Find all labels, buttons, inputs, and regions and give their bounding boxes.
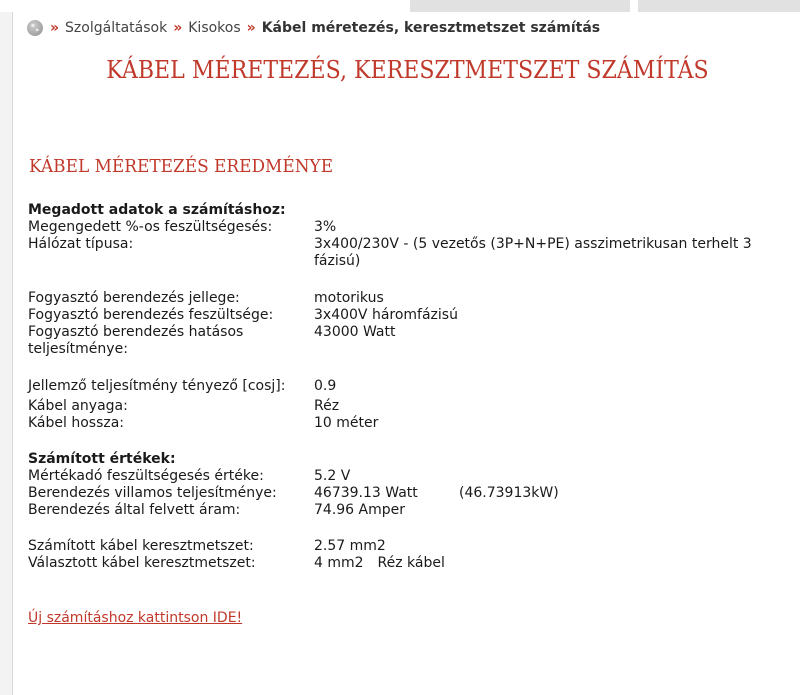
top-tab-strip xyxy=(410,0,630,12)
row-label: Választott kábel keresztmetszet: xyxy=(28,555,256,571)
row-value: 10 méter xyxy=(314,415,379,431)
result-row xyxy=(28,415,788,432)
row-label: Hálózat típusa: xyxy=(28,236,134,252)
new-calculation-link[interactable]: Új számításhoz kattintson IDE! xyxy=(28,610,243,626)
power-kw: (46.73913kW) xyxy=(459,485,559,501)
row-label: Jellemző teljesítmény tényező [cosj]: xyxy=(28,378,286,394)
row-label: Mértékadó feszültségesés értéke: xyxy=(28,468,264,484)
result-row xyxy=(28,290,788,307)
top-tab-strip xyxy=(638,0,800,12)
result-title: KÁBEL MÉRETEZÉS EREDMÉNYE xyxy=(29,156,334,177)
result-row xyxy=(28,324,788,358)
row-value: 2.57 mm2 xyxy=(314,538,386,554)
result-row xyxy=(28,307,788,324)
cable-type-note: Réz kábel xyxy=(377,555,445,571)
content-panel xyxy=(12,12,800,695)
row-value: 3% xyxy=(314,219,337,235)
row-label: Megengedett %-os feszültségesés: xyxy=(28,219,273,235)
row-value: 43000 Watt xyxy=(314,324,396,340)
result-row xyxy=(28,378,788,395)
globe-icon xyxy=(27,20,43,36)
row-label: Fogyasztó berendezés feszültsége: xyxy=(28,307,274,323)
power-watt: 46739.13 Watt xyxy=(314,485,418,501)
result-row xyxy=(28,502,788,519)
input-heading: Megadott adatok a számításhoz: xyxy=(28,202,286,218)
result-row xyxy=(28,236,788,270)
row-label: Kábel hossza: xyxy=(28,415,125,431)
row-label: Berendezés villamos teljesítménye: xyxy=(28,485,277,501)
row-value: Réz xyxy=(314,398,340,414)
breadcrumb-separator: » xyxy=(246,20,256,36)
breadcrumb-current: Kábel méretezés, keresztmetszet számítás xyxy=(261,20,601,36)
top-bar xyxy=(0,0,800,12)
row-value xyxy=(314,485,788,502)
chosen-cross-section: 4 mm2 xyxy=(314,555,364,571)
row-value: 5.2 V xyxy=(314,468,351,484)
result-row xyxy=(28,485,788,502)
result-row xyxy=(28,468,788,485)
breadcrumb-item-szolgaltatasok[interactable]: Szolgáltatások xyxy=(65,20,168,36)
row-value: motorikus xyxy=(314,290,384,306)
result-row xyxy=(28,219,788,236)
row-value xyxy=(314,555,788,572)
result-row xyxy=(28,538,788,555)
result-content xyxy=(28,202,788,572)
breadcrumb-separator: » xyxy=(173,20,183,36)
row-value: 74.96 Amper xyxy=(314,502,405,518)
row-value: 3x400/230V - (5 vezetős (3P+N+PE) asszimetrikusan terhelt 3 fázisú) xyxy=(314,236,752,269)
breadcrumb xyxy=(27,18,600,38)
breadcrumb-item-kisokos[interactable]: Kisokos xyxy=(188,20,241,36)
row-label: Kábel anyaga: xyxy=(28,398,128,414)
result-row xyxy=(28,398,788,415)
row-value: 0.9 xyxy=(314,378,337,394)
breadcrumb-separator: » xyxy=(50,20,60,36)
row-value: 3x400V háromfázisú xyxy=(314,307,458,323)
computed-heading: Számított értékek: xyxy=(28,451,176,467)
result-row xyxy=(28,555,788,572)
row-label: Berendezés által felvett áram: xyxy=(28,502,241,518)
row-label: Fogyasztó berendezés hatásos teljesítménye: xyxy=(28,324,244,357)
row-label: Fogyasztó berendezés jellege: xyxy=(28,290,240,306)
page-title: KÁBEL MÉRETEZÉS, KERESZTMETSZET SZÁMÍTÁS xyxy=(106,56,709,84)
row-label: Számított kábel keresztmetszet: xyxy=(28,538,254,554)
